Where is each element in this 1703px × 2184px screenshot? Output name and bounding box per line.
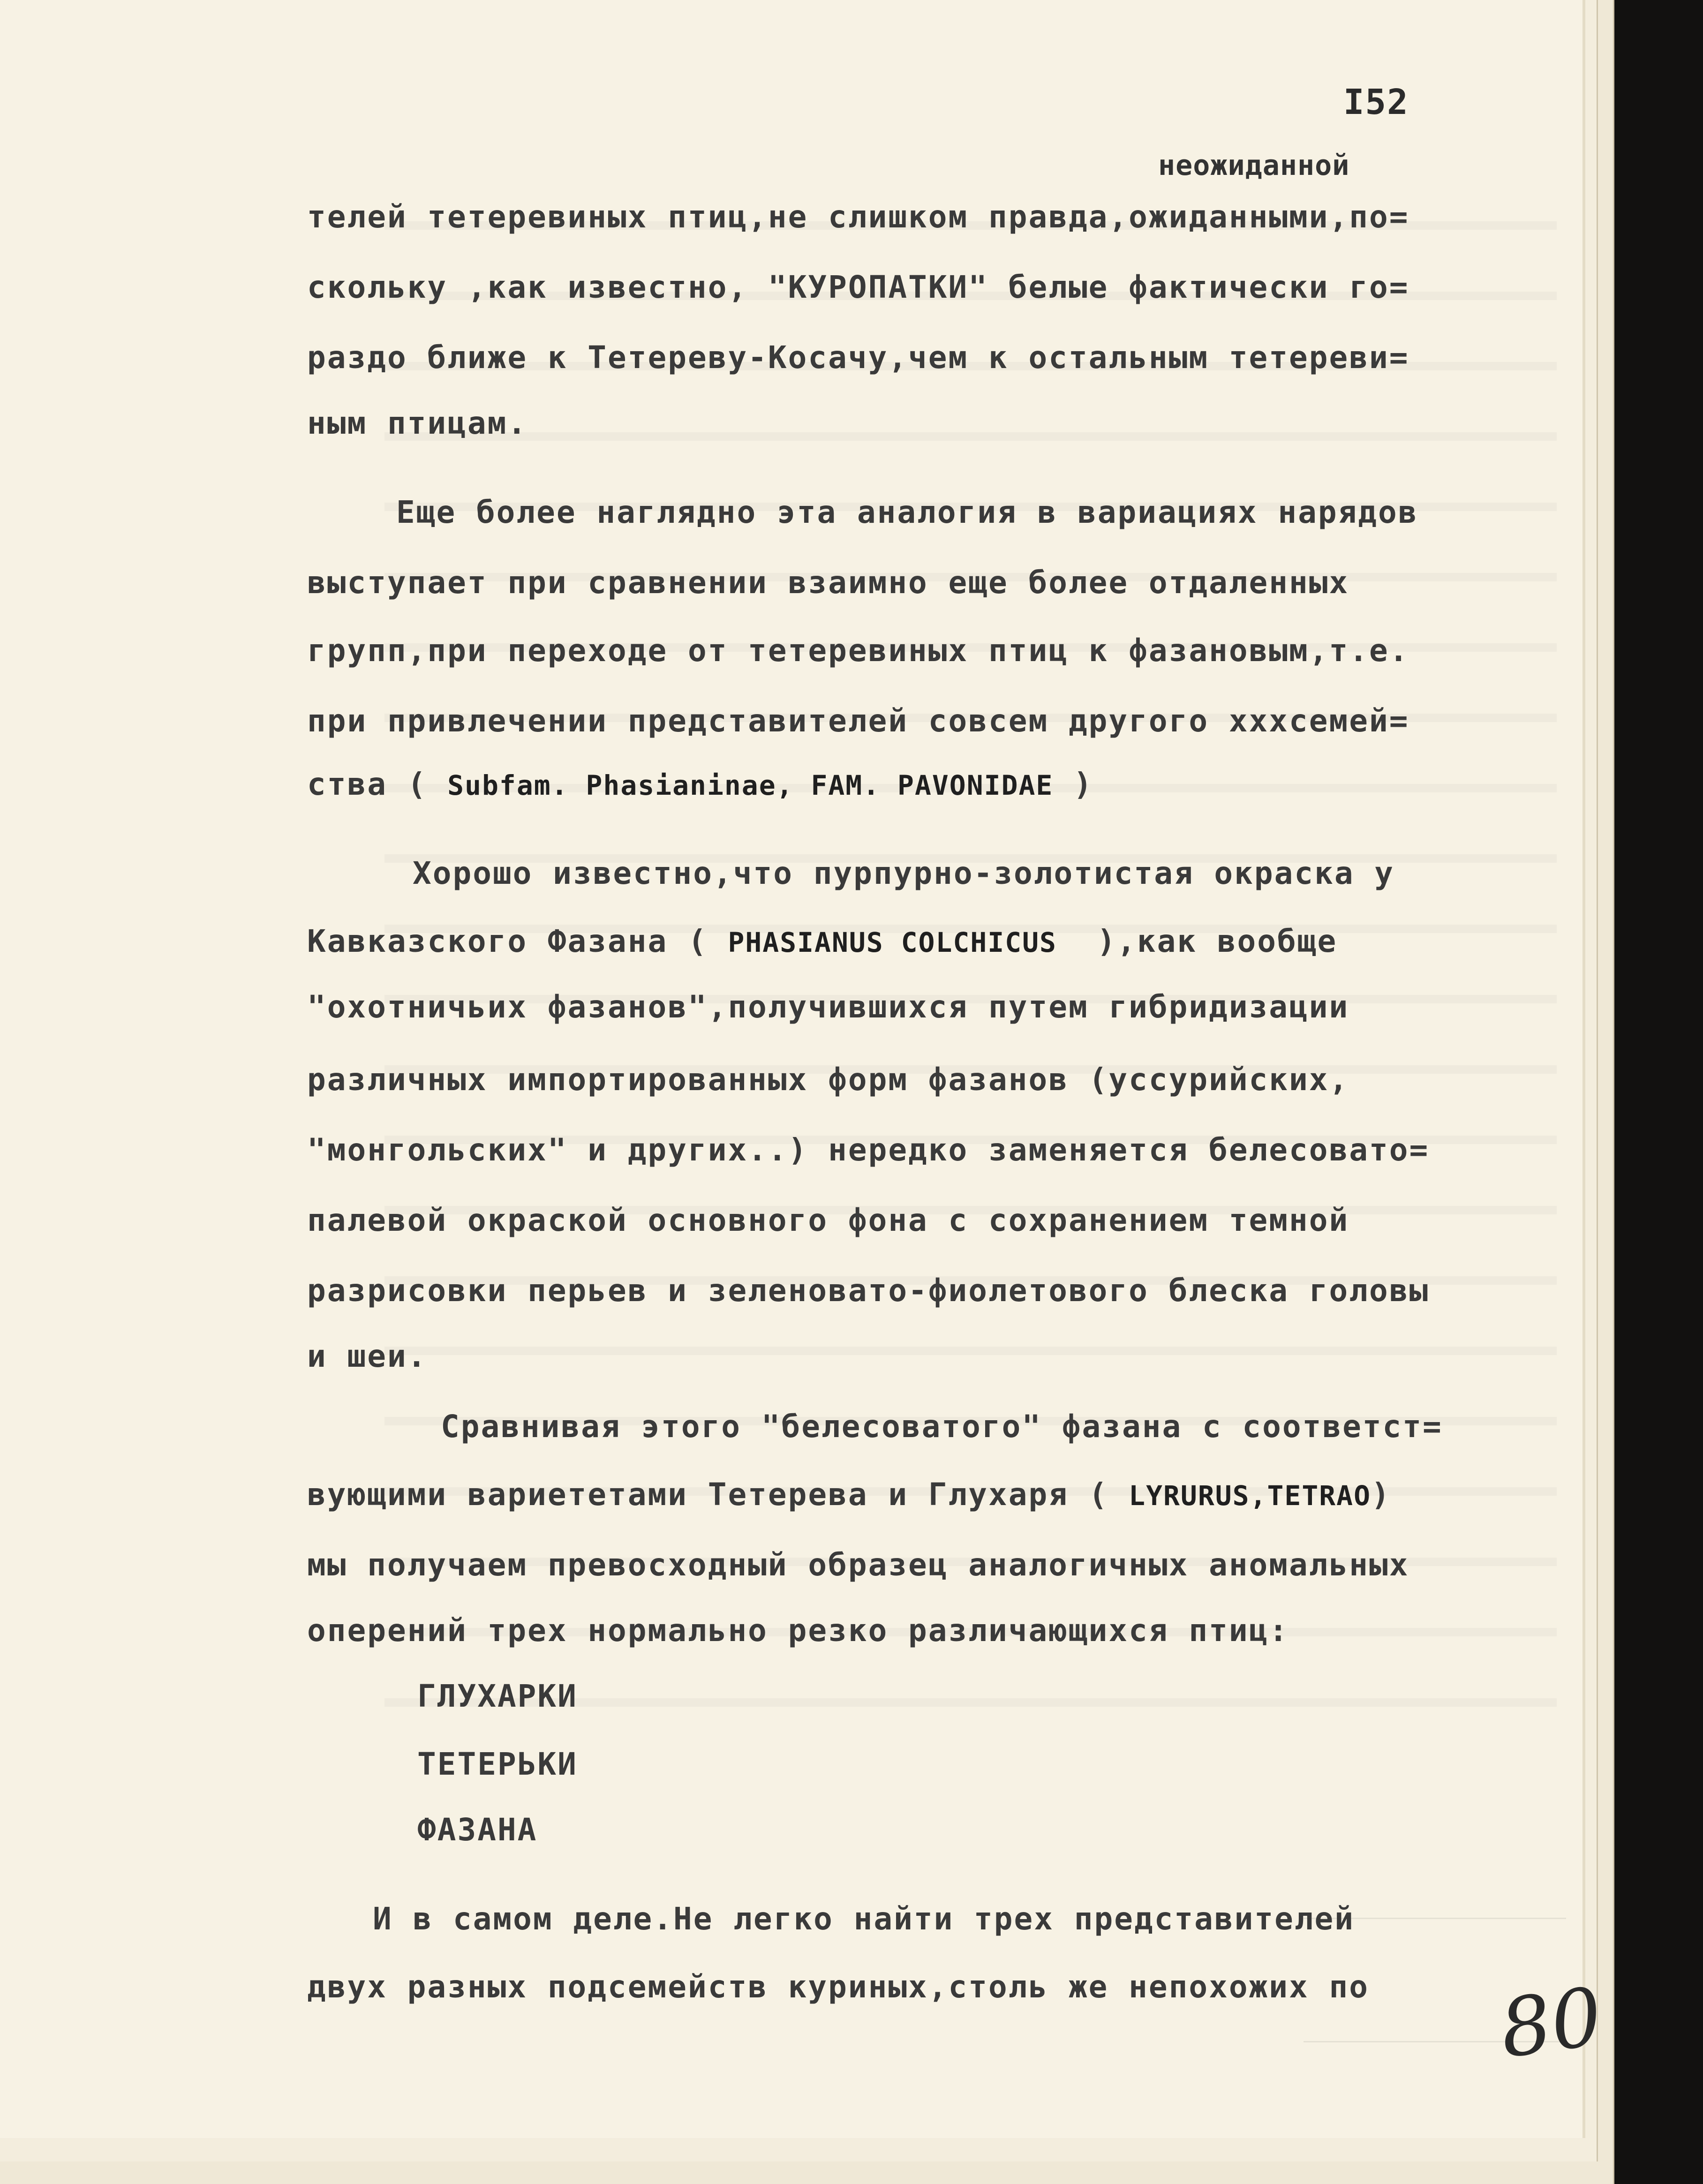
text-line <box>307 199 1409 235</box>
latin-taxon-name: LYRURUS,TETRAO <box>1129 1480 1371 1512</box>
interlinear-insertion: неожиданной <box>1158 149 1350 182</box>
latin-taxon-name: PHASIANUS COLCHICUS <box>728 926 1057 958</box>
line-text-tail: ),как вообще <box>1056 923 1338 959</box>
line-text: И в самом деле.Не легко найти трех представителей <box>373 1901 1355 1937</box>
line-text: Сравнивая этого "белесоватого" фазана с соответст= <box>441 1408 1443 1445</box>
handwritten-folio-number: 80 <box>1494 1970 1608 2077</box>
line-text: "монгольских" и других..) нередко заменяется белесовато= <box>307 1132 1430 1168</box>
page-number: I52 <box>1343 82 1409 122</box>
line-text: различных импортированных форм фазанов (уссурийских, <box>307 1062 1349 1098</box>
text-line <box>307 1273 1430 1309</box>
line-text-tail: ) <box>1371 1476 1391 1513</box>
line-text: палевой окраской основного фона с сохранением темной <box>307 1202 1349 1238</box>
text-line <box>441 1408 1443 1445</box>
text-line <box>307 339 1409 376</box>
text-line <box>307 1202 1349 1238</box>
text-line <box>307 1547 1409 1583</box>
line-text: оперений трех нормально резко различающихся птиц: <box>307 1612 1289 1649</box>
text-line <box>417 1678 578 1714</box>
line-text: мы получаем превосходный образец аналогичных аномальных <box>307 1547 1409 1583</box>
text-line <box>396 494 1418 530</box>
text-line <box>307 703 1409 739</box>
line-text: при привлечении представителей совсем другого xxxсемей= <box>307 703 1409 739</box>
line-text: разрисовки перьев и зеленовато-фиолетового блеска головы <box>307 1273 1430 1309</box>
line-text: Кавказского Фазана ( <box>307 923 728 959</box>
text-line <box>307 1132 1430 1168</box>
line-text: Еще более наглядно эта аналогия в вариациях нарядов <box>396 494 1418 530</box>
line-text: "охотничьих фазанов",получившихся путем гибридизации <box>307 989 1349 1025</box>
text-line <box>307 269 1409 305</box>
line-text: телей тетеревиных птиц,не слишком правда, <box>307 199 1129 235</box>
line-text: ным птицам. <box>307 405 528 441</box>
line-text: двух разных подсемейств куриных,столь же непохожих по <box>307 1969 1369 2005</box>
text-line <box>307 633 1409 669</box>
line-text: ТЕТЕРЬКИ <box>417 1746 578 1782</box>
text-line <box>307 565 1349 601</box>
text-line <box>307 766 1093 802</box>
line-text: вующими вариететами Тетерева и Глухаря ( <box>307 1476 1129 1513</box>
line-text: Хорошо известно,что пурпурно-золотистая окраска у <box>413 855 1395 891</box>
text-line <box>307 1612 1289 1649</box>
text-line <box>307 923 1338 959</box>
line-text: ФАЗАНА <box>417 1812 538 1848</box>
text-line <box>413 855 1395 891</box>
text-line <box>307 405 528 441</box>
text-line <box>417 1746 578 1782</box>
text-line <box>307 1476 1391 1513</box>
latin-taxon-name: Subfam. Phasianinae, FAM. PAVONIDAE <box>447 769 1054 801</box>
text-line <box>307 1062 1349 1098</box>
text-line <box>307 1338 428 1374</box>
line-text: раздо ближе к Тетереву-Косачу,чем к остальным тетереви= <box>307 339 1409 376</box>
line-text: ства ( <box>307 766 448 802</box>
line-text: групп,при переходе от тетеревиных птиц к фазановым,т.е. <box>307 633 1409 669</box>
line-text-tail: ) <box>1053 766 1093 802</box>
line-text-tail: ожиданными,по= <box>1129 199 1409 235</box>
text-line <box>373 1901 1355 1937</box>
line-text: и шеи. <box>307 1338 428 1374</box>
text-line <box>307 989 1349 1025</box>
reverse-side-bleed-through <box>384 164 1557 1758</box>
text-line <box>417 1812 538 1848</box>
line-text: ГЛУХАРКИ <box>417 1678 578 1714</box>
line-text: скольку ,как известно, "КУРОПАТКИ" белые фактически го= <box>307 269 1409 305</box>
line-text: выступает при сравнении взаимно еще более отдаленных <box>307 565 1349 601</box>
text-line <box>307 1969 1369 2005</box>
